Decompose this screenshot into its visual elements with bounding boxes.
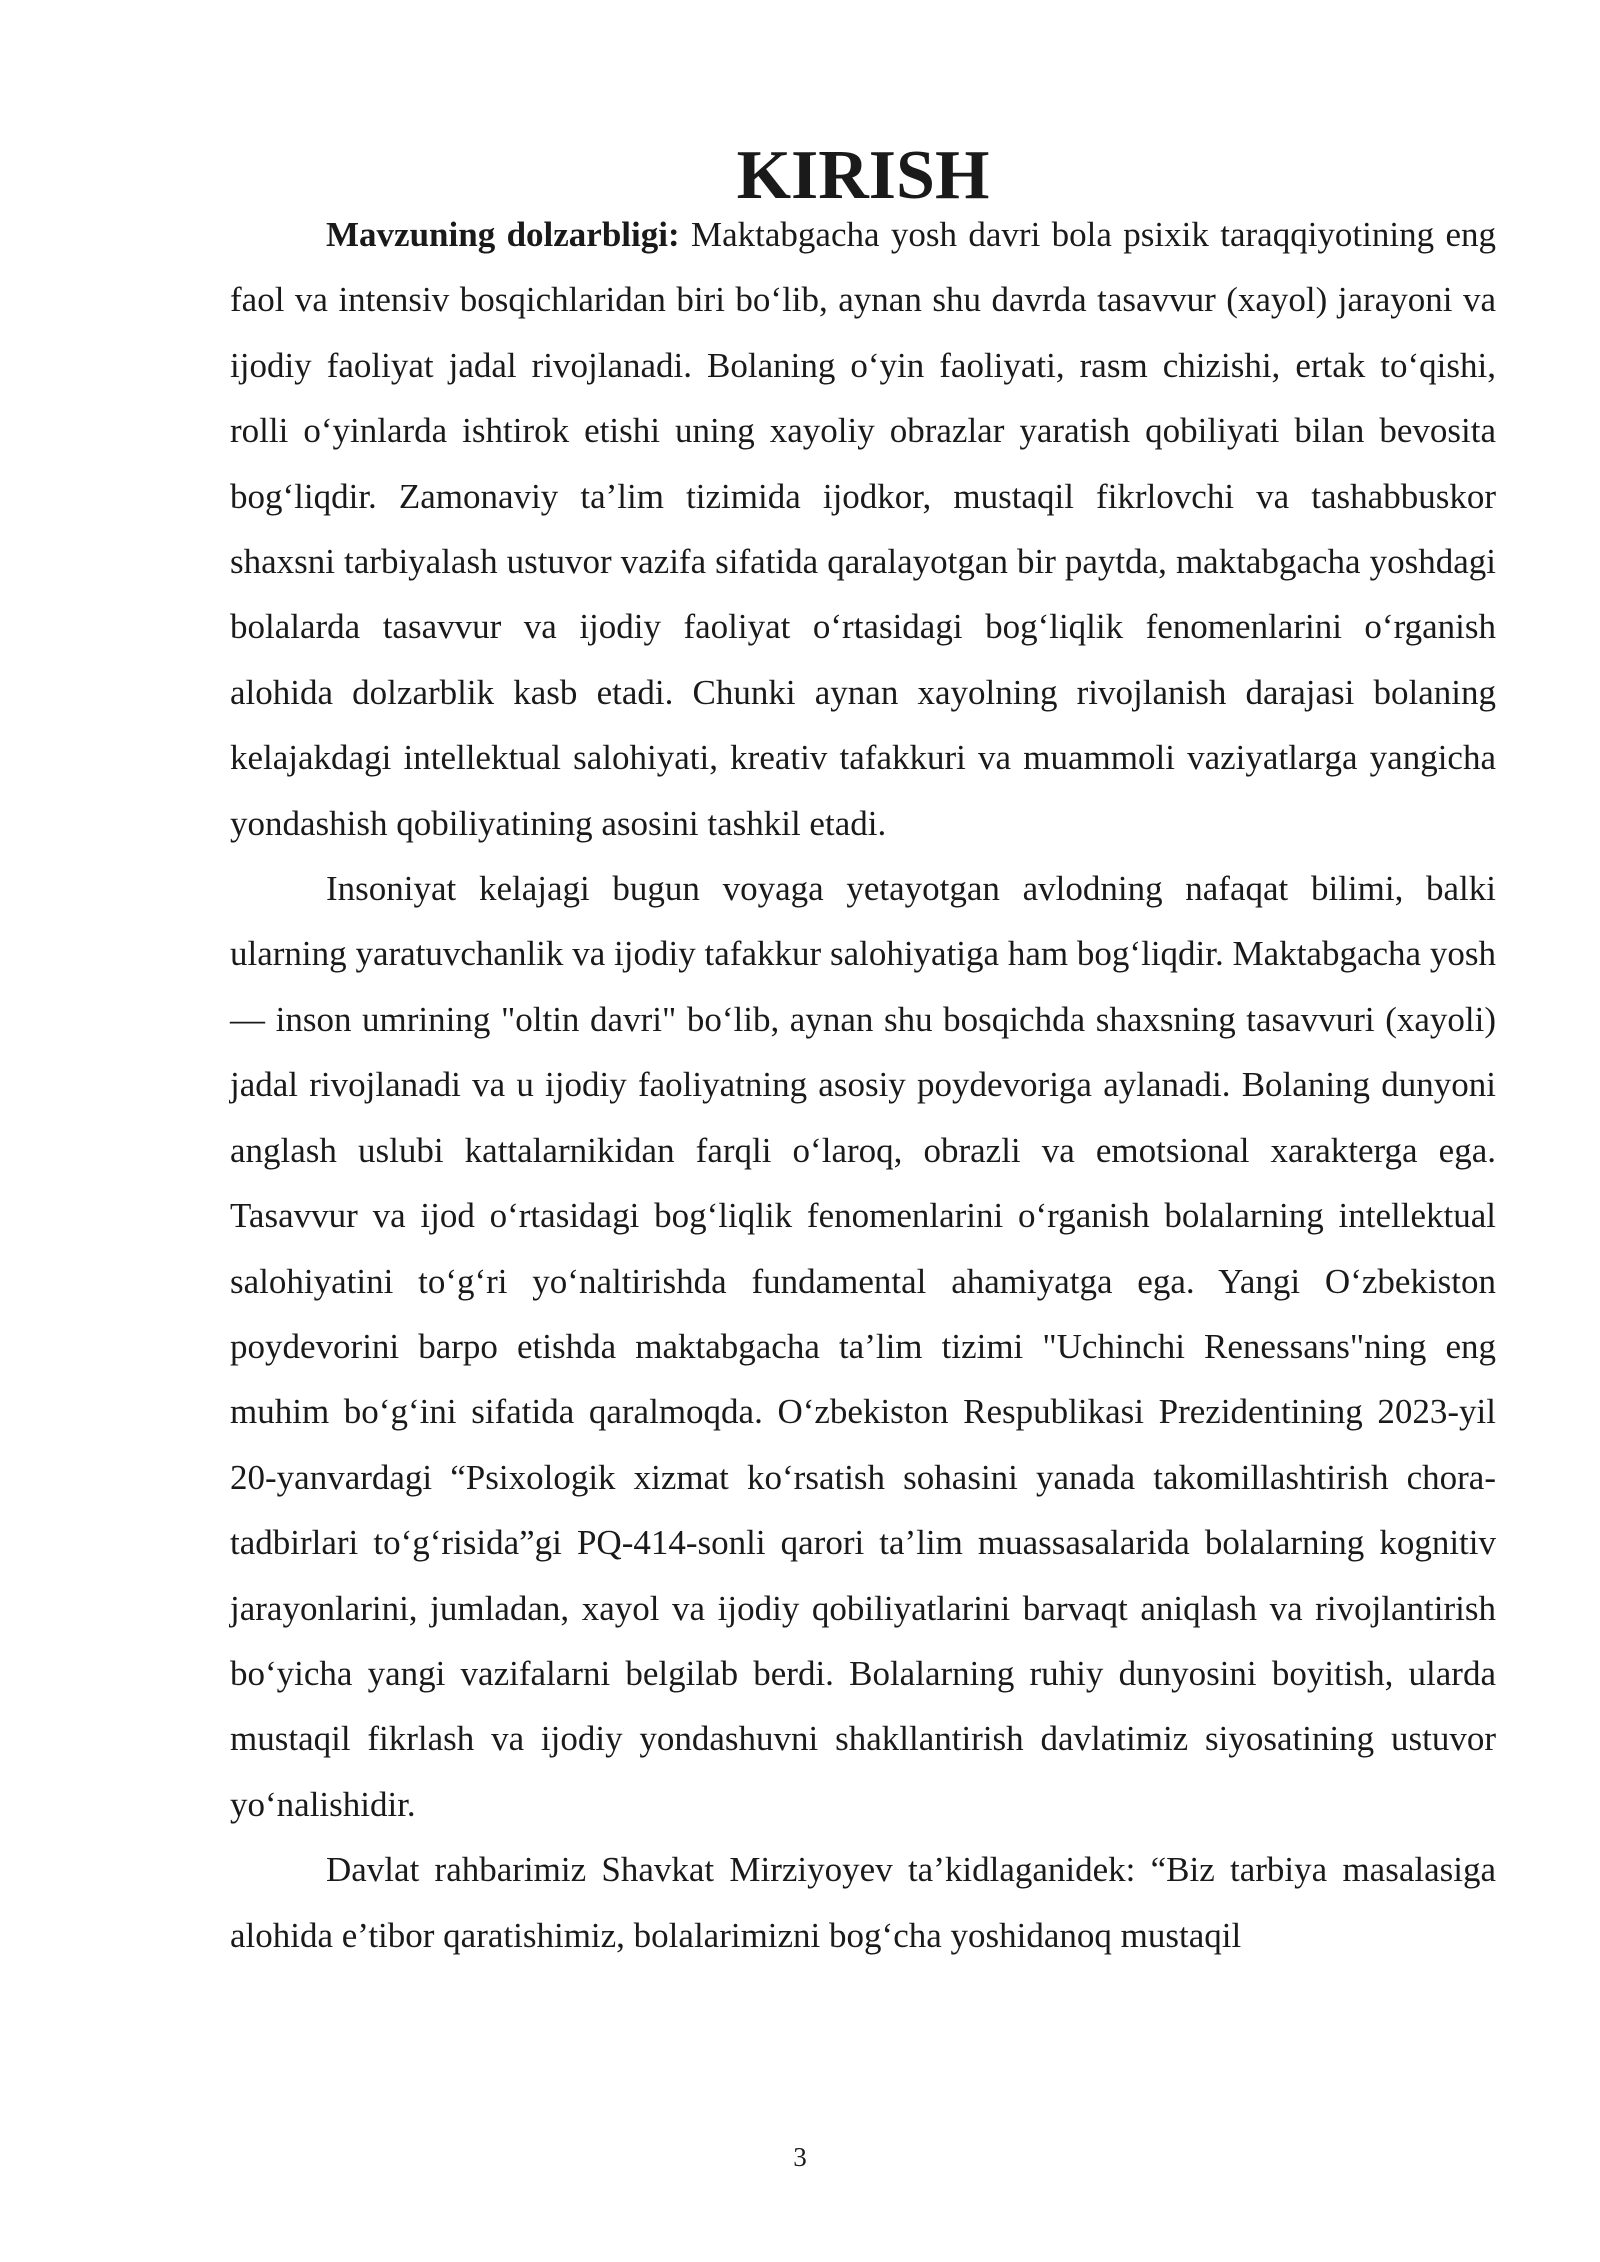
paragraph-president-quote <box>230 1837 1496 1968</box>
paragraph-relevance <box>230 202 1496 856</box>
page-number: 3 <box>793 2142 807 2172</box>
paragraph-text: Maktabgacha yosh davri bola psixik taraqqiyotining eng faol va intensiv bosqichlaridan biri bo‘lib, aynan shu davrda tasavvur (xayol) jarayoni va ijodiy faoliyat jadal rivojlanadi. Bolaning o‘yin faoliyati, rasm chizishi, ertak to‘qishi, rolli o‘yinlarda ishtirok etishi uning xayoliy obrazlar yaratish qobiliyati bilan bevosita bog‘liqdir. Zamonaviy ta’lim tizimida ijodkor, mustaqil fikrlovchi va tashabbuskor shaxsni tarbiyalash ustuvor vazifa sifatida qaralayotgan bir paytda, maktabgacha yoshdagi bolalarda tasavvur va ijodiy faoliyat o‘rtasidagi bog‘liqlik fenomenlarini o‘rganish alohida dolzarblik kasb etadi. Chunki aynan xayolning rivojlanish darajasi bolaning kelajakdagi intellektual salohiyati, kreativ tafakkuri va muammoli vaziyatlarga yangicha yondashish qobiliyatining asosini tashkil etadi. <box>230 215 1496 843</box>
document-body <box>230 137 1496 1968</box>
paragraph-lead: Mavzuning dolzarbligi: <box>326 215 680 254</box>
section-heading: KIRISH <box>736 137 990 214</box>
paragraph-text: Insoniyat kelajagi bugun voyaga yetayotgan avlodning nafaqat bilimi, balki ularning yaratuvchanlik va ijodiy tafakkur salohiyatiga ham bog‘liqdir. Maktabgacha yosh — inson umrining "oltin davri" bo‘lib, aynan shu bosqichda shaxsning tasavvuri (xayoli) jadal rivojlanadi va u ijodiy faoliyatning asosiy poydevoriga aylanadi. Bolaning dunyoni anglash uslubi kattalarnikidan farqli o‘laroq, obrazli va emotsional xarakterga ega. Tasavvur va ijod o‘rtasidagi bog‘liqlik fenomenlarini o‘rganish bolalarning intellektual salohiyatini to‘g‘ri yo‘naltirishda fundamental ahamiyatga ega. Yangi O‘zbekiston poydevorini barpo etishda maktabgacha ta’lim tizimi "Uchinchi Renessans"ning eng muhim bo‘g‘ini sifatida qaralmoqda. O‘zbekiston Respublikasi Prezidentining 2023-yil 20-yanvardagi “Psixologik xizmat ko‘rsatish sohasini yanada takomillashtirish chora-tadbirlari to‘g‘risida”gi PQ-414-sonli qarori ta’lim muassasalarida bolalarning kognitiv jarayonlarini, jumladan, xayol va ijodiy qobiliyatlarini barvaqt aniqlash va rivojlantirish bo‘yicha yangi vazifalarni belgilab berdi. Bolalarning ruhiy dunyosini boyitish, ularda mustaqil fikrlash va ijodiy yondashuvni shakllantirish davlatimiz siyosatining ustuvor yo‘nalishidir. <box>230 869 1496 1824</box>
paragraph-text: Davlat rahbarimiz Shavkat Mirziyoyev ta’kidlaganidek: “Biz tarbiya masalasiga alohida e’tibor qaratishimiz, bolalarimizni bog‘cha yoshidanoq mustaqil <box>230 1850 1496 1955</box>
paragraph-future <box>230 856 1496 1837</box>
